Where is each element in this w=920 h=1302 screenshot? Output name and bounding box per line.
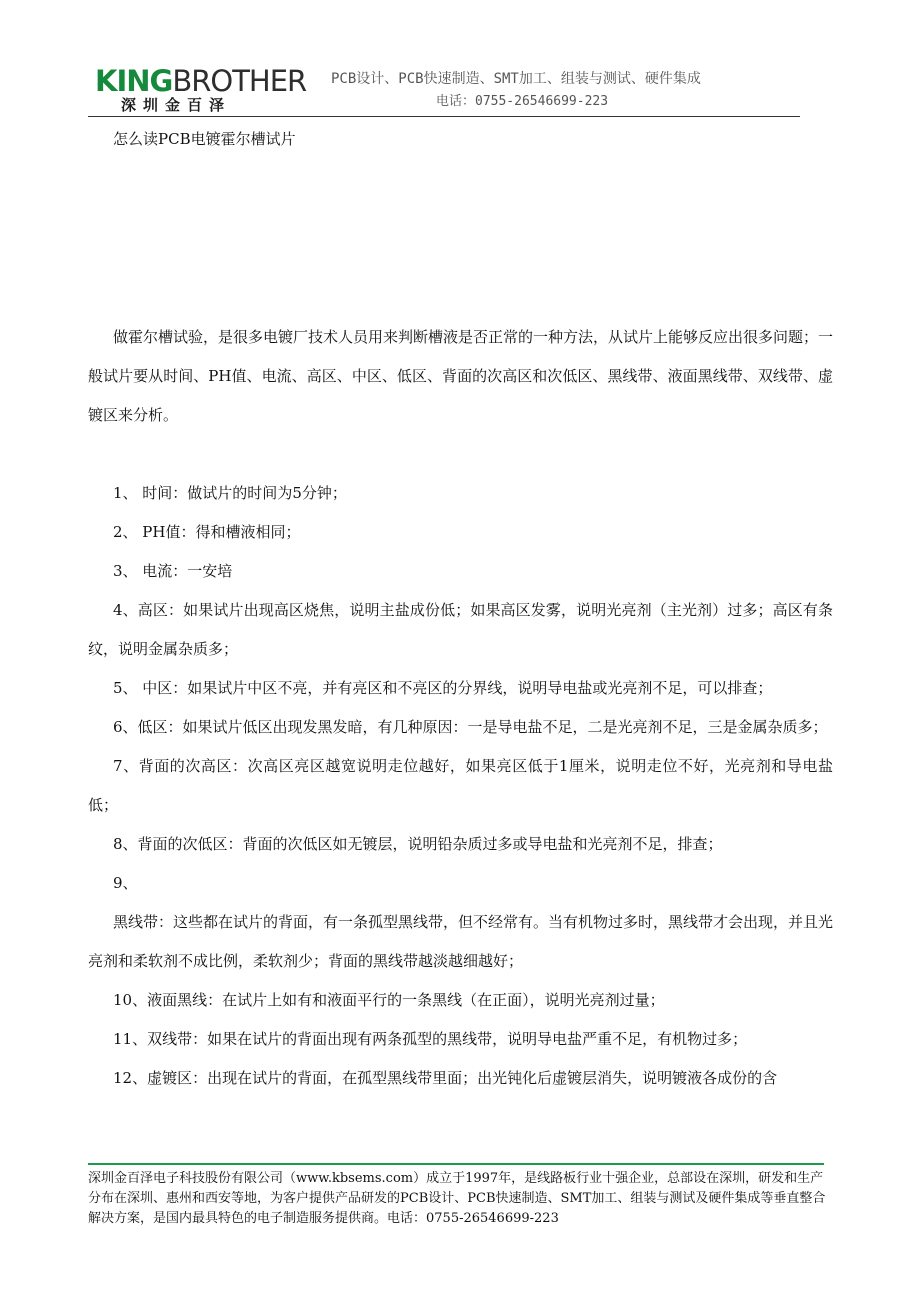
header-divider: [88, 116, 800, 117]
list-item: 10、液面黑线：在试片上如有和液面平行的一条黑线（在正面），说明光亮剂过量；: [113, 991, 665, 1009]
list-item: 5、 中区：如果试片中区不亮，并有亮区和不亮区的分界线，说明导电盐或光亮剂不足，可以排查；: [113, 679, 773, 697]
list-item: 1、 时间：做试片的时间为5分钟；: [113, 484, 347, 502]
list-item: 2、 PH值：得和槽液相同；: [113, 523, 301, 541]
list-item: 6、低区：如果试片低区出现发黑发暗，有几种原因：一是导电盐不足，二是光亮剂不足，三是金属杂质多；: [113, 718, 828, 736]
kingbrother-logo: [95, 64, 307, 114]
list-item: 12、虚镀区：出现在试片的背面，在孤型黑线带里面；出光钝化后虚镀层消失，说明镀液各成份的含: [113, 1069, 778, 1087]
footer-divider: [88, 1163, 824, 1165]
list-item: 黑线带：这些都在试片的背面，有一条孤型黑线带，但不经常有。当有机物过多时，黑线带才会出现，并且光亮剂和柔软剂不成比例，柔软剂少；背面的黑线带越淡越细越好；: [88, 913, 834, 970]
document-body: [88, 318, 833, 1098]
list-item: 11、双线带：如果在试片的背面出现有两条孤型的黑线带，说明导电盐严重不足，有机物过多；: [113, 1030, 748, 1048]
logo-chinese-name: 深圳金百泽: [121, 96, 232, 114]
logo-wordmark: [95, 64, 307, 98]
list-item: 9、: [113, 874, 138, 892]
logo-king: KING: [95, 64, 173, 98]
company-footer: 深圳金百泽电子科技股份有限公司（www.kbsems.com）成立于1997年，是线路板行业十强企业，总部设在深圳，研发和生产分布在深圳、惠州和西安等地，为客户提供产品研发的PCB设计、PCB快速制造、SMT加工、组装与测试及硬件集成等垂直整合解决方案，是国内最具特色的电子制造服务提供商。电话：0755-26546699-223: [88, 1171, 826, 1226]
list-item: 8、背面的次低区：背面的次低区如无镀层，说明铅杂质过多或导电盐和光亮剂不足，排查；: [113, 835, 723, 853]
intro-paragraph: 做霍尔槽试验，是很多电镀厂技术人员用来判断槽液是否正常的一种方法，从试片上能够反应出很多问题；一般试片要从时间、PH值、电流、高区、中区、低区、背面的次高区和次低区、黑线带、液面黑线带、双线带、虚镀区来分析。: [88, 328, 834, 424]
header-tagline: PCB设计、PCB快速制造、SMT加工、组装与测试、硬件集成: [331, 71, 701, 87]
document-title: 怎么读PCB电镀霍尔槽试片: [113, 130, 296, 148]
list-item: 4、高区：如果试片出现高区烧焦，说明主盐成份低；如果高区发雾，说明光亮剂（主光剂）过多；高区有条纹，说明金属杂质多；: [88, 601, 833, 658]
header-phone: 电话：0755-26546699-223: [436, 94, 609, 109]
page-header: [0, 0, 920, 120]
list-item: 7、背面的次高区：次高区亮区越宽说明走位越好，如果亮区低于1厘米，说明走位不好，光亮剂和导电盐低；: [88, 757, 833, 814]
logo-brother: BROTHER: [172, 64, 307, 98]
list-item: 3、 电流：一安培: [113, 562, 233, 580]
